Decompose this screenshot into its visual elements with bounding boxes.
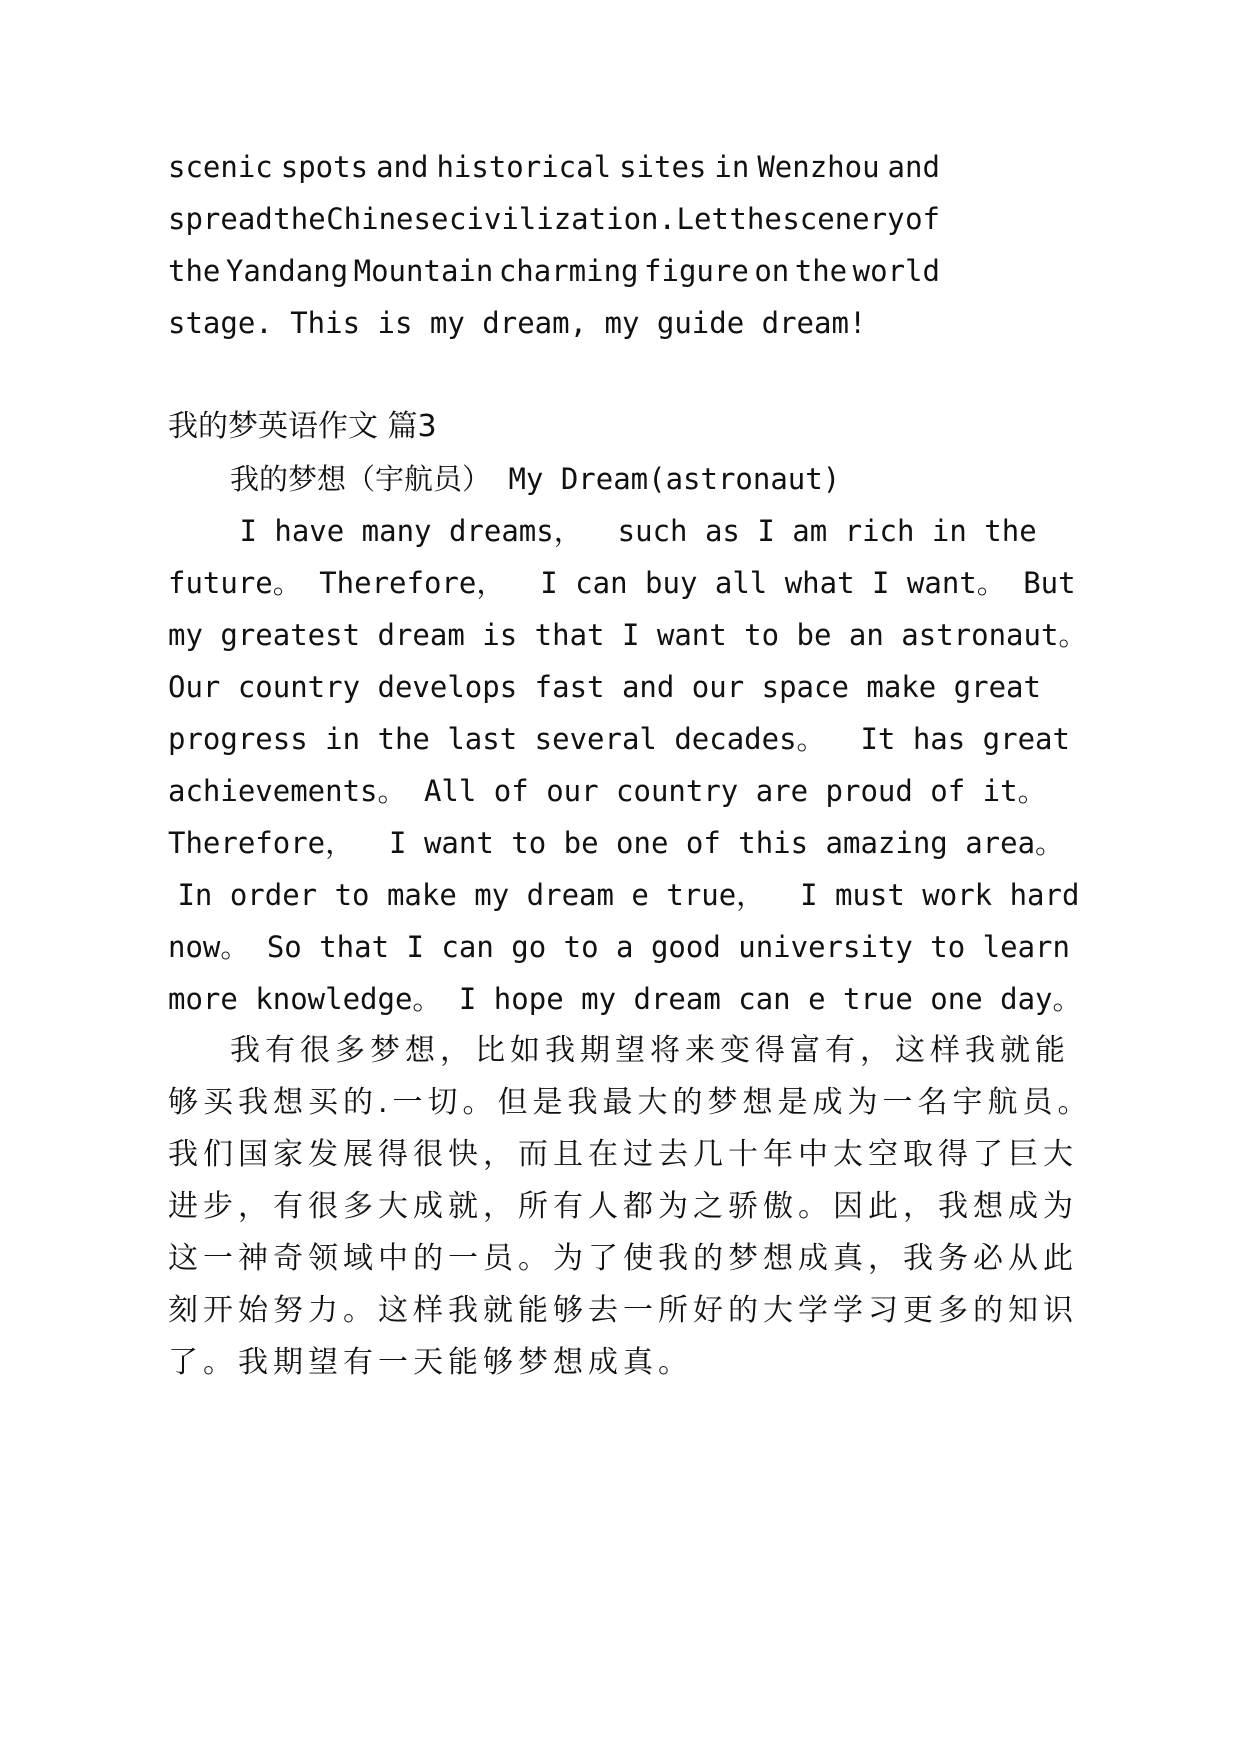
word: charming xyxy=(498,254,639,288)
word: of xyxy=(905,202,940,236)
english-line: In order to make my dream e true， I must work hard xyxy=(160,878,1080,912)
word: spread xyxy=(168,202,273,236)
word: Yandang xyxy=(225,254,349,288)
paragraph-line xyxy=(168,199,940,239)
word: Let xyxy=(676,202,729,236)
chinese-line: 够买我想买的.一切。但是我最大的梦想是成为一名宇航员。 xyxy=(168,1085,1093,1120)
word: scenic xyxy=(168,150,273,184)
word: scenery xyxy=(782,202,905,236)
word: on xyxy=(754,254,790,288)
word: the xyxy=(729,202,782,236)
paragraph-line xyxy=(168,251,940,291)
word: Mountain xyxy=(353,254,494,288)
english-line: my greatest dream is that I want to be an astronaut。 xyxy=(168,618,1088,652)
english-line: Our country develops fast and our space make great xyxy=(168,670,1041,704)
english-line: more knowledge。 I hope my dream can e true one day。 xyxy=(168,982,1082,1016)
chinese-line: 我们国家发展得很快，而且在过去几十年中太空取得了巨大 xyxy=(168,1137,1078,1172)
word: historical xyxy=(436,150,612,184)
word: the xyxy=(168,254,221,288)
word: civilization. xyxy=(448,202,676,236)
chinese-line: 我有很多梦想，比如我期望将来变得富有，这样我就能 xyxy=(230,1033,1070,1068)
word: the xyxy=(794,254,848,288)
english-line: I have many dreams， such as I am rich in the xyxy=(222,514,1037,548)
chinese-line: 这一神奇领域中的一员。为了使我的梦想成真，我务必从此 xyxy=(168,1241,1078,1276)
word: figure xyxy=(644,254,749,288)
word: the xyxy=(273,202,326,236)
section-heading: 我的梦英语作文 篇3 xyxy=(168,409,437,444)
english-line: future。 Therefore， I can buy all what I want。 But xyxy=(168,566,1076,600)
essay-subtitle: 我的梦想（宇航员） My Dream(astronaut) xyxy=(230,462,841,496)
word: in xyxy=(714,150,750,184)
word: spots xyxy=(280,150,369,184)
english-line: now。 So that I can go to a good university to learn xyxy=(168,930,1070,964)
chinese-line: 刻开始努力。这样我就能够去一所好的大学学习更多的知识 xyxy=(168,1293,1078,1328)
english-line: Therefore， I want to be one of this amazing area。 xyxy=(168,826,1065,860)
word: and xyxy=(887,150,940,184)
paragraph-line: stage. This is my dream, my guide dream! xyxy=(168,306,867,340)
paragraph-line xyxy=(168,147,940,187)
word: Chinese xyxy=(326,202,449,236)
word: sites xyxy=(619,150,707,184)
english-line: progress in the last several decades。 It has great xyxy=(168,722,1070,756)
word: world xyxy=(852,254,940,288)
chinese-line: 进步，有很多大成就，所有人都为之骄傲。因此，我想成为 xyxy=(168,1189,1078,1224)
word: and xyxy=(376,150,429,184)
chinese-line: 了。我期望有一天能够梦想成真。 xyxy=(168,1345,693,1380)
english-line: achievements。 All of our country are proud of it。 xyxy=(168,774,1047,808)
word: Wenzhou xyxy=(757,150,880,184)
